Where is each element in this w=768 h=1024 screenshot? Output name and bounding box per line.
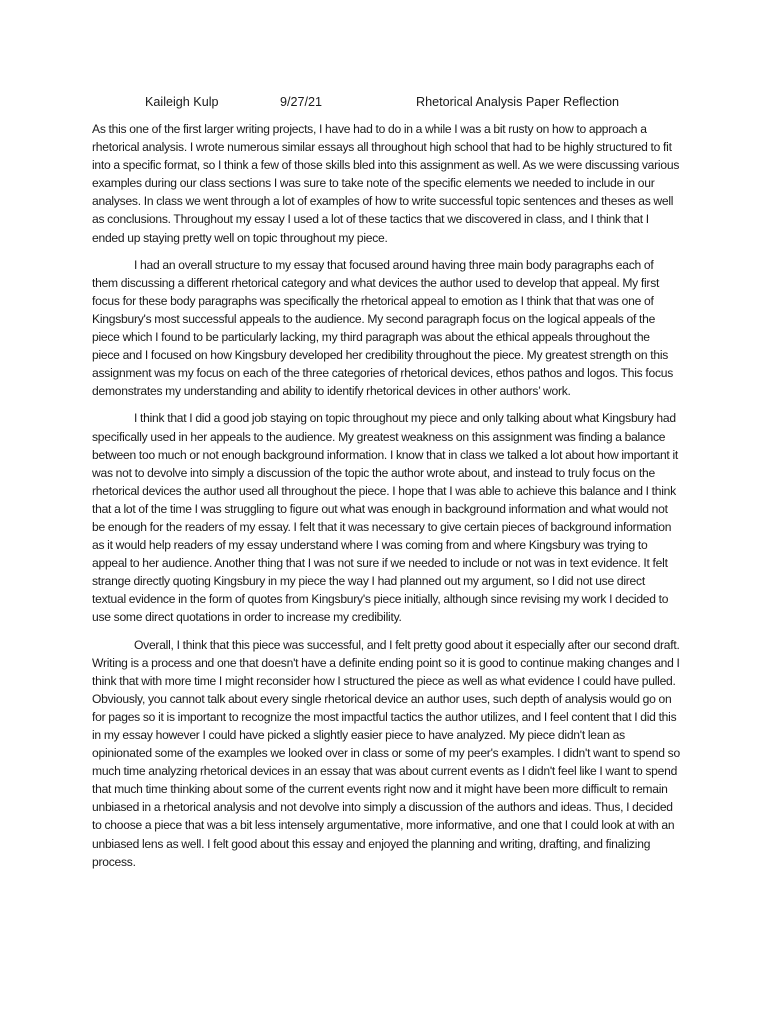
- paragraph-4: Overall, I think that this piece was successful, and I felt pretty good about it especially after our second draft. Writing is a process and one that doesn't have a definite ending point so it is good to continue making changes and I think that with more time I might reconsider how I structured the piece as well as what evidence I could have pulled. Obviously, you cannot talk about every single rhetorical device an author uses, such depth of analysis would go on for pages so it is important to recognize the most impactful tactics the author utilizes, and I feel content that I did this in my essay however I could have picked a slightly easier piece to have analyzed. My piece didn't lean as opinionated some of the examples we looked over in class or some of my peer's examples. I didn't want to spend so much time analyzing rhetorical devices in an essay that was about current events as I didn't feel like I want to spend that much time thinking about some of the current events right now and it might have been more difficult to remain unbiased in a rhetorical analysis and not devolve into simply a discussion of the authors and ideas. Thus, I decided to choose a piece that was a bit less intensely argumentative, more informative, and one that I could look at with an unbiased lens as well. I felt good about this essay and enjoyed the planning and writing, drafting, and finalizing process.: [92, 637, 680, 869]
- document-title: Rhetorical Analysis Paper Reflection: [416, 95, 620, 109]
- paragraph-2: I had an overall structure to my essay that focused around having three main body paragraphs each of them discussing a different rhetorical category and what devices the author used to develop that appeal. My first focus for these body paragraphs was specifically the rhetorical appeal to emotion as I think that that was one of Kingsbury's most successful appeals to the audience. My second paragraph focus on the logical appeals of the piece which I found to be particularly lacking, my third paragraph was about the ethical appeals throughout the piece and I focused on how Kingsbury developed her credibility throughout the piece. My greatest strength on this assignment was my focus on each of the three categories of rhetorical devices, ethos pathos and logos. This focus demonstrates my understanding and ability to identify rhetorical devices in other authors’ work.: [92, 257, 674, 399]
- document-body: [92, 120, 680, 880]
- document-header: [0, 93, 768, 113]
- paragraph-3: I think that I did a good job staying on topic throughout my piece and only talking about what Kingsbury had specifically used in her appeals to the audience. My greatest weakness on this assignment was finding a balance between too much or not enough background information. I know that in class we talked a lot about how important it was not to devolve into simply a discussion of the topic the author wrote about, and instead to truly focus on the rhetorical devices the author used all throughout the piece. I hope that I was able to achieve this balance and I think that a lot of the time I was struggling to figure out what was enough in background information and what would not be enough for the readers of my essay. I felt that it was necessary to give certain pieces of background information as it would help readers of my essay understand where I was coming from and where Kingsbury was trying to appeal to her audience. Another thing that I was not sure if we needed to include or not was in text evidence. It felt strange directly quoting Kingsbury in my piece the way I had planned out my argument, so I did not use direct textual evidence in the form of quotes from Kingsbury's piece initially, although since revising my work I decided to use some direct quotations in order to increase my credibility.: [92, 411, 678, 625]
- author-name: Kaileigh Kulp: [145, 95, 219, 109]
- paragraph-1: As this one of the first larger writing projects, I have had to do in a while I was a bit rusty on how to approach a rhetorical analysis. I wrote numerous similar essays all throughout high school that had to be highly structured to fit into a specific format, so I think a few of those skills bled into this assignment as well. As we were discussing various examples during our class sections I was sure to take note of the specific elements we needed to include in our analyses. In class we went through a lot of examples of how to write successful topic sentences and theses as well as conclusions. Throughout my essay I used a lot of these tactics that we discovered in class, and I think that I ended up staying pretty well on topic throughout my piece.: [92, 122, 680, 245]
- document-date: 9/27/21: [280, 95, 323, 109]
